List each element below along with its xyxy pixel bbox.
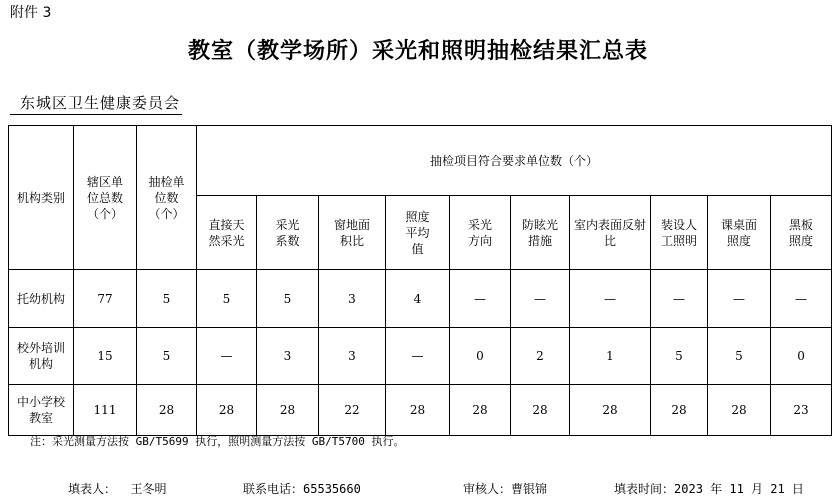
filler-label: 填表人： — [68, 482, 117, 496]
header-item: 防眩光措施 — [511, 196, 570, 270]
date-label: 填表时间： — [614, 482, 675, 496]
header-category: 机构类别 — [9, 126, 74, 270]
row-sampled: 5 — [137, 270, 197, 328]
header-total: 辖区单位总数（个） — [74, 126, 137, 270]
row-value: 5 — [708, 328, 771, 385]
table-row — [9, 270, 832, 328]
row-value: 3 — [319, 328, 386, 385]
table-header-row-1 — [9, 126, 832, 196]
row-value: 1 — [570, 328, 651, 385]
row-value: 28 — [386, 385, 450, 436]
header-item: 课桌面照度 — [708, 196, 771, 270]
row-value: — — [450, 270, 511, 328]
header-item: 窗地面积比 — [319, 196, 386, 270]
date-field — [614, 480, 804, 497]
row-category: 校外培训机构 — [9, 328, 74, 385]
row-value: 28 — [570, 385, 651, 436]
row-value: 28 — [511, 385, 570, 436]
row-value: — — [511, 270, 570, 328]
row-sampled: 28 — [137, 385, 197, 436]
row-value: — — [386, 328, 450, 385]
header-item: 装设人工照明 — [651, 196, 708, 270]
phone-field — [243, 480, 361, 497]
header-item: 照度平均值 — [386, 196, 450, 270]
reviewer-name: 曹银锦 — [511, 482, 548, 496]
table-note: 注：采光测量方法按 GB/T5699 执行，照明测量方法按 GB/T5700 执行。 — [30, 435, 405, 448]
row-total: 111 — [74, 385, 137, 436]
row-category: 托幼机构 — [9, 270, 74, 328]
header-item: 室内表面反射比 — [570, 196, 651, 270]
reviewer-label: 审核人： — [463, 482, 512, 496]
row-value: — — [651, 270, 708, 328]
row-value: — — [570, 270, 651, 328]
row-value: 22 — [319, 385, 386, 436]
attachment-label: 附件 3 — [10, 5, 52, 21]
summary-table — [8, 125, 832, 436]
reporting-unit: 东城区卫生健康委员会 — [10, 92, 182, 115]
row-value: 28 — [651, 385, 708, 436]
row-total: 15 — [74, 328, 137, 385]
row-value: 28 — [257, 385, 319, 436]
row-value: 5 — [651, 328, 708, 385]
filler-name: 王冬明 — [130, 482, 167, 496]
table-row — [9, 385, 832, 436]
row-value: 3 — [257, 328, 319, 385]
filler-field — [68, 480, 166, 497]
phone-number: 65535660 — [303, 482, 361, 496]
header-item: 采光系数 — [257, 196, 319, 270]
row-value: 3 — [319, 270, 386, 328]
row-value: 0 — [450, 328, 511, 385]
row-value: — — [197, 328, 257, 385]
row-value: 23 — [771, 385, 832, 436]
row-category: 中小学校教室 — [9, 385, 74, 436]
phone-label: 联系电话： — [243, 482, 304, 496]
row-value: 2 — [511, 328, 570, 385]
row-value: 4 — [386, 270, 450, 328]
row-value: — — [771, 270, 832, 328]
page-title: 教室（教学场所）采光和照明抽检结果汇总表 — [187, 38, 648, 64]
header-sampled: 抽检单位数（个） — [137, 126, 197, 270]
row-value: 28 — [450, 385, 511, 436]
header-item: 采光方向 — [450, 196, 511, 270]
row-value: 5 — [257, 270, 319, 328]
row-value: 28 — [197, 385, 257, 436]
reviewer-field — [463, 480, 547, 497]
row-sampled: 5 — [137, 328, 197, 385]
row-value: 5 — [197, 270, 257, 328]
row-value: 28 — [708, 385, 771, 436]
fill-date: 2023 年 11 月 21 日 — [674, 482, 804, 496]
row-total: 77 — [74, 270, 137, 328]
row-value: 0 — [771, 328, 832, 385]
header-item: 直接天然采光 — [197, 196, 257, 270]
table-row — [9, 328, 832, 385]
header-item: 黑板照度 — [771, 196, 832, 270]
row-value: — — [708, 270, 771, 328]
header-group: 抽检项目符合要求单位数（个） — [197, 126, 832, 196]
